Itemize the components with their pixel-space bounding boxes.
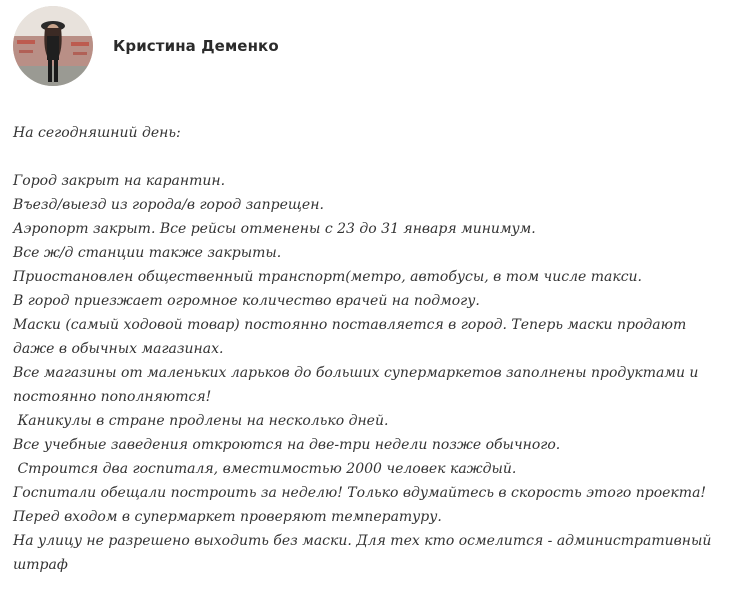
post-line: Город закрыт на карантин.: [13, 173, 226, 189]
post-line: Все учебные заведения откроются на две-три недели позже обычного.: [13, 437, 561, 453]
post-line: штраф: [13, 557, 68, 573]
post-line: Маски (самый ходовой товар) постоянно поставляется в город. Теперь маски продают: [13, 317, 687, 333]
post-line: Въезд/выезд из города/в город запрещен.: [13, 197, 324, 213]
post-line: Госпитали обещали построить за неделю! Только вдумайтесь в скорость этого проекта!: [13, 485, 707, 501]
paragraph-spacer: [13, 145, 725, 169]
post-body: [13, 121, 725, 577]
post-line: даже в обычных магазинах.: [13, 341, 224, 357]
post-line: Приостановлен общественный транспорт(метро, автобусы, в том числе такси.: [13, 269, 643, 285]
post-line: В город приезжает огромное количество врачей на подмогу.: [13, 293, 480, 309]
post-line: На улицу не разрешено выходить без маски. Для тех кто осмелится - административный: [13, 533, 712, 549]
post-line: Перед входом в супермаркет проверяют температуру.: [13, 509, 442, 525]
avatar-photo: [13, 6, 93, 86]
post-line: Все магазины от маленьких ларьков до больших супермаркетов заполнены продуктами и: [13, 365, 699, 381]
post-line: Каникулы в стране продлены на несколько дней.: [13, 413, 389, 429]
post-line: постоянно пополняются!: [13, 389, 212, 405]
avatar[interactable]: [13, 6, 93, 86]
author-name[interactable]: Кристина Деменко: [113, 37, 279, 55]
post-line: Строится два госпиталя, вместимостью 2000 человек каждый.: [13, 461, 517, 477]
post-header: [13, 6, 279, 86]
post-line: Все ж/д станции также закрыты.: [13, 245, 282, 261]
post-line: Аэропорт закрыт. Все рейсы отменены с 23 до 31 января минимум.: [13, 221, 536, 237]
post-intro: На сегодняшний день:: [13, 125, 181, 141]
